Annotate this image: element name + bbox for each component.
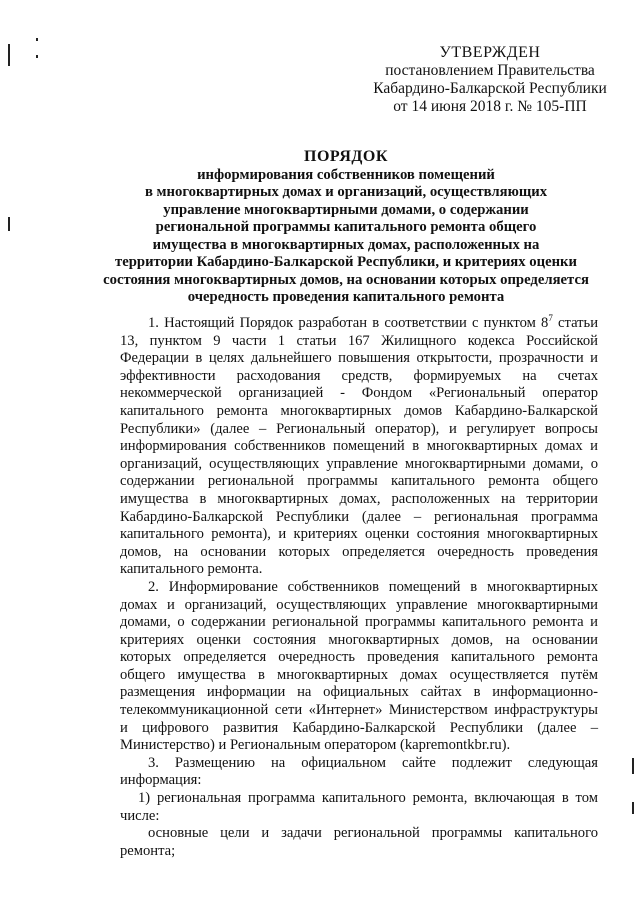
document-title <box>96 148 596 307</box>
title-line: региональной программы капитального ремонта общего <box>155 219 537 235</box>
approval-line: постановлением Правительства <box>385 62 595 79</box>
paragraph-3: 3. Размещению на официальном сайте подлежит следующая информация: <box>120 754 598 789</box>
scan-mark <box>36 38 38 41</box>
scan-mark <box>8 44 10 66</box>
paragraph-1 <box>120 315 598 579</box>
title-line: имущества в многоквартирных домах, расположенных на <box>152 236 540 253</box>
list-item-1: 1) региональная программа капитального ремонта, включающая в том числе: <box>120 790 598 824</box>
scan-mark <box>632 802 634 814</box>
document-body <box>120 315 598 860</box>
title-line: управление многоквартирными домами, о содержании <box>163 201 529 218</box>
title-line: состояния многоквартирных домов, на основании которых определяется <box>103 271 589 288</box>
scan-mark <box>8 217 10 231</box>
paragraph-2: 2. Информирование собственников помещений в многоквартирных домах и организаций, осуществляющих управление многоквартирными домами, о содержании региональной программы капитального ремонта и критериях оценки состояния многоквартирных домов, на основании которых определяется очередность проведения капитального ремонта общего имущества в многоквартирных домах осуществляется путём размещения информации на официальных сайтах в информационно-телекоммуникационной сети «Интернет» Министерством инфраструктуры и цифрового развития Кабардино-Балкарской Республики (далее – Министерство) и Региональным оператором (kapremontkbr.ru). <box>120 578 598 754</box>
scan-mark <box>36 55 38 58</box>
superscript: 7 <box>548 313 553 324</box>
scan-mark <box>632 758 634 774</box>
approval-stamp <box>360 44 620 116</box>
approval-heading: УТВЕРЖДЕН <box>439 44 541 61</box>
title-line: очередность проведения капитального ремонта <box>187 289 505 305</box>
title-main: ПОРЯДОК <box>304 148 388 165</box>
title-line: информирования собственников помещений <box>197 166 495 183</box>
title-line: территории Кабардино-Балкарской Республики, и критериях оценки <box>115 254 577 270</box>
paragraph-1-start: 1. Настоящий Порядок разработан в соответствии с пунктом 8 <box>148 315 549 331</box>
approval-line: от 14 июня 2018 г. № 105-ПП <box>393 98 587 115</box>
paragraph-1-rest: статьи 13, пунктом 9 части 1 статьи 167 Жилищного кодекса Российской Федерации в целях дальнейшего повышения открытости, прозрачности и эффективности расходования средств, формируемых на счетах некоммерческой организацией - Фондом «Региональный оператор капитального ремонта многоквартирных домов Кабардино-Балкарской Республики» (далее – Региональный оператор), и регулирует вопросы информирования собственников помещений в многоквартирных домах и организаций, осуществляющих управление многоквартирными домами, о содержании региональной программы капитального ремонта общего имущества в многоквартирных домах, расположенных на территории Кабардино-Балкарской Республики (далее – региональная программа капитального ремонта), и критериях оценки состояния многоквартирных домов, на основании которых определяется очередность проведения капитального ремонта. <box>120 315 599 578</box>
title-line: в многоквартирных домах и организаций, осуществляющих <box>144 184 548 200</box>
approval-line: Кабардино-Балкарской Республики <box>373 80 607 97</box>
paragraph-goals: основные цели и задачи региональной программы капитального ремонта; <box>120 825 598 859</box>
